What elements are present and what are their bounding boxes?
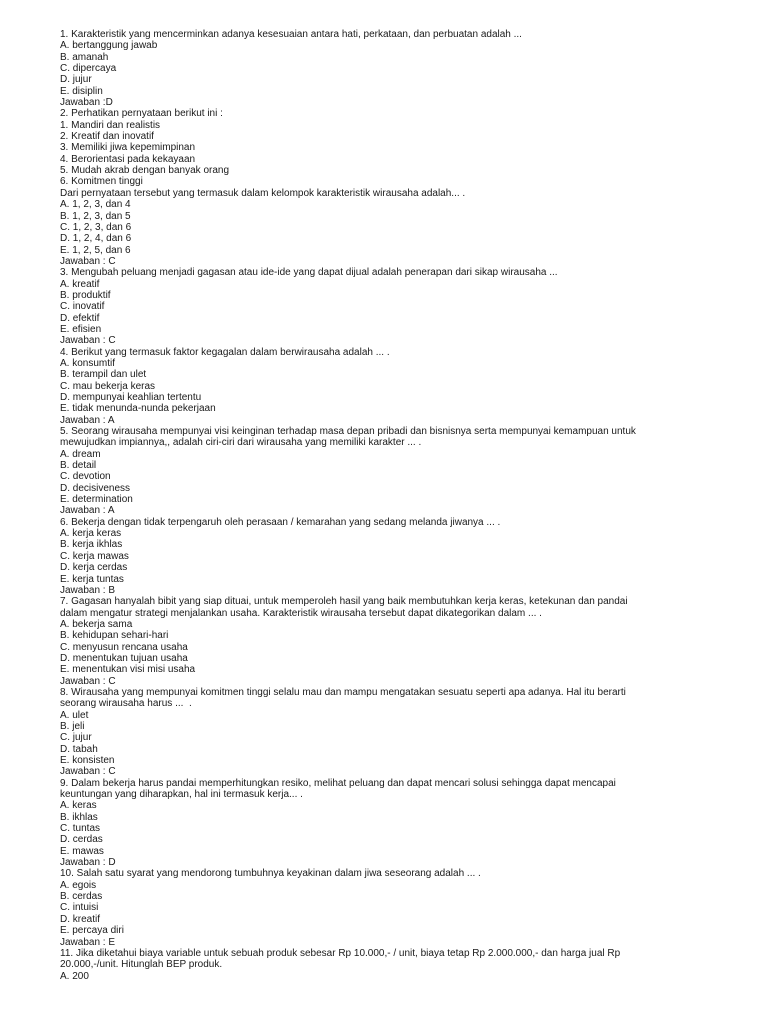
answer-option: C. intuisi — [60, 902, 99, 914]
answer-option: B. 1, 2, 3, dan 5 — [60, 210, 131, 222]
answer-key: Jawaban : C — [60, 335, 116, 347]
answer-option: C. kerja mawas — [60, 550, 129, 562]
answer-option: E. percaya diri — [60, 925, 124, 937]
answer-option: A. egois — [60, 879, 97, 891]
answer-option: D. efektif — [60, 312, 100, 324]
answer-option: B. kerja ikhlas — [60, 539, 123, 551]
answer-option: E. mawas — [60, 845, 104, 857]
statement-item: 4. Berorientasi pada kekayaan — [60, 153, 196, 165]
question-block — [60, 868, 720, 947]
question-block — [60, 347, 720, 426]
answer-key: Jawaban : C — [60, 675, 116, 687]
answer-option: D. tabah — [60, 743, 98, 755]
question-block — [60, 267, 720, 346]
question-text: 3. Mengubah peluang menjadi gagasan atau ide-ide yang dapat dijual adalah penerapan dari sikap wirausaha ... — [60, 267, 558, 279]
answer-option: C. dipercaya — [60, 63, 117, 75]
answer-option: A. kerja keras — [60, 528, 122, 540]
question-text: 4. Berikut yang termasuk faktor kegagalan dalam berwirausaha adalah ... . — [60, 346, 390, 358]
statement-item: 6. Komitmen tinggi — [60, 176, 143, 188]
question-text: 10. Salah satu syarat yang mendorong tumbuhnya keyakinan dalam jiwa seseorang adalah ... . — [60, 868, 481, 880]
answer-option: C. 1, 2, 3, dan 6 — [60, 221, 132, 233]
answer-option: B. jeli — [60, 720, 85, 732]
answer-key: Jawaban : E — [60, 936, 116, 948]
answer-key: Jawaban : D — [60, 857, 116, 869]
question-block — [60, 426, 720, 517]
statement-item: 2. Kreatif dan inovatif — [60, 131, 154, 143]
answer-option: D. cerdas — [60, 834, 103, 846]
answer-option: A. bekerja sama — [60, 618, 133, 630]
answer-option: D. decisiveness — [60, 482, 131, 494]
answer-option: A. 1, 2, 3, dan 4 — [60, 199, 131, 211]
answer-option: D. kreatif — [60, 913, 101, 925]
answer-key: Jawaban : C — [60, 766, 116, 778]
answer-key: Jawaban : C — [60, 255, 116, 267]
answer-key: Jawaban : A — [60, 414, 115, 426]
question-block — [60, 778, 720, 869]
answer-option: B. kehidupan sehari-hari — [60, 630, 169, 642]
answer-option: C. menyusun rencana usaha — [60, 641, 188, 653]
answer-option: C. inovatif — [60, 301, 105, 313]
answer-option: B. detail — [60, 460, 97, 472]
document-page — [60, 29, 720, 982]
answer-option: E. efisien — [60, 323, 102, 335]
answer-option: B. amanah — [60, 51, 109, 63]
question-text: 8. Wirausaha yang mempunyai komitmen tinggi selalu mau dan mampu mengatakan sesuatu seperti apa adanya. Hal itu berarti seorang wirausaha harus ... . — [60, 686, 626, 710]
answer-option: A. kreatif — [60, 278, 100, 290]
answer-option: A. bertanggung jawab — [60, 40, 158, 52]
answer-option: A. konsumtif — [60, 357, 116, 369]
question-text: 5. Seorang wirausaha mempunyai visi keinginan terhadap masa depan pribadi dan bisnisnya serta mempunyai kemampuan untuk mewujudkan impiannya,, adalah ciri-ciri dari wirausaha yang memiliki karakter ... . — [60, 426, 636, 449]
question-block — [60, 29, 720, 108]
answer-option: E. determination — [60, 494, 133, 506]
answer-option: D. mempunyai keahlian tertentu — [60, 392, 202, 403]
answer-option: E. tidak menunda-nunda pekerjaan — [60, 403, 216, 415]
question-text: 6. Bekerja dengan tidak terpengaruh oleh perasaan / kemarahan yang sedang melanda jiwanya ... . — [60, 516, 501, 528]
answer-option: B. ikhlas — [60, 811, 98, 823]
answer-option: B. cerdas — [60, 891, 103, 903]
answer-option: E. menentukan visi misi usaha — [60, 664, 196, 676]
answer-option: E. konsisten — [60, 755, 115, 766]
answer-option: E. disiplin — [60, 85, 103, 97]
answer-option: C. devotion — [60, 471, 111, 483]
answer-option: A. 200 — [60, 970, 89, 982]
answer-option: D. jujur — [60, 74, 92, 86]
answer-option: E. 1, 2, 5, dan 6 — [60, 244, 131, 256]
answer-option: D. 1, 2, 4, dan 6 — [60, 233, 132, 245]
question-block — [60, 687, 720, 778]
question-block — [60, 948, 720, 982]
question-text: 11. Jika diketahui biaya variable untuk sebuah produk sebesar Rp 10.000,- / unit, biaya tetap Rp 2.000.000,- dan harga jual Rp 20.000,-/unit. Hitunglah BEP produk. — [60, 947, 621, 971]
statement-item: 5. Mudah akrab dengan banyak orang — [60, 165, 230, 177]
answer-option: C. tuntas — [60, 823, 101, 835]
answer-option: A. ulet — [60, 709, 89, 721]
question-text: 2. Perhatikan pernyataan berikut ini : — [60, 108, 223, 120]
question-text: 1. Karakteristik yang mencerminkan adanya kesesuaian antara hati, perkataan, dan perbuatan adalah ... — [60, 29, 522, 40]
answer-option: A. dream — [60, 448, 101, 460]
answer-option: D. kerja cerdas — [60, 562, 128, 574]
question-text: 7. Gagasan hanyalah bibit yang siap dituai, untuk memperoleh hasil yang baik membutuhkan kerja keras, ketekunan dan pandai dalam mengatur strategi menjalankan usaha. Karakteristik wirausaha tersebut dapat dikategorikan dalam ... . — [60, 596, 628, 619]
answer-option: C. jujur — [60, 732, 92, 744]
statement-item: 1. Mandiri dan realistis — [60, 119, 161, 131]
answer-key: Jawaban :D — [60, 97, 113, 109]
question-block — [60, 108, 720, 267]
question-block — [60, 596, 720, 687]
answer-option: D. menentukan tujuan usaha — [60, 652, 188, 664]
answer-key: Jawaban : A — [60, 505, 115, 517]
statement-item: 3. Memiliki jiwa kepemimpinan — [60, 142, 196, 154]
question-prompt: Dari pernyataan tersebut yang termasuk dalam kelompok karakteristik wirausaha adalah... . — [60, 187, 466, 199]
answer-option: A. keras — [60, 800, 97, 812]
answer-key: Jawaban : B — [60, 584, 116, 596]
answer-option: B. terampil dan ulet — [60, 369, 147, 381]
question-text: 9. Dalam bekerja harus pandai memperhitungkan resiko, melihat peluang dan dapat mencari solusi sehingga dapat mencapai keuntungan yang diharapkan, hal ini termasuk kerja... . — [60, 777, 616, 801]
answer-option: C. mau bekerja keras — [60, 380, 156, 392]
answer-option: B. produktif — [60, 289, 111, 301]
question-block — [60, 517, 720, 596]
answer-option: E. kerja tuntas — [60, 573, 124, 585]
